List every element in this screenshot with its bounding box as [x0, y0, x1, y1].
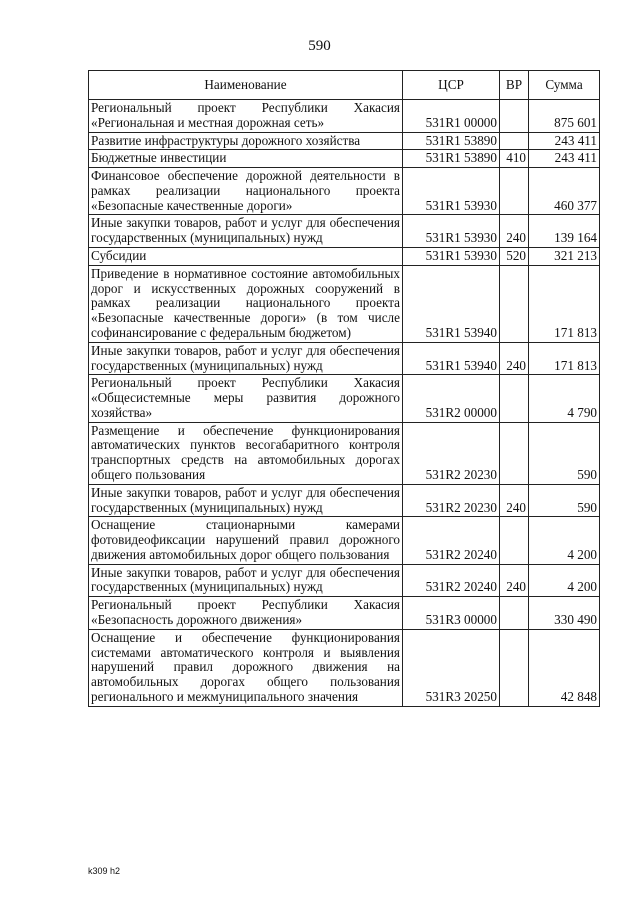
row-csr: 531R2 20230	[403, 422, 500, 484]
table-row	[89, 375, 600, 422]
row-csr: 531R1 00000	[403, 100, 500, 133]
row-name: Финансовое обеспечение дорожной деятельности в рамках реализации национального проекта «Безопасные качественные дороги»	[89, 168, 403, 215]
row-sum: 243 411	[529, 150, 600, 168]
row-vr: 240	[500, 215, 529, 248]
row-csr: 531R1 53940	[403, 265, 500, 342]
row-name: Иные закупки товаров, работ и услуг для обеспечения государственных (муниципальных) нужд	[89, 484, 403, 517]
row-csr: 531R1 53890	[403, 150, 500, 168]
row-vr: 240	[500, 342, 529, 375]
table-row	[89, 168, 600, 215]
row-sum: 4 790	[529, 375, 600, 422]
row-vr: 410	[500, 150, 529, 168]
row-sum: 171 813	[529, 265, 600, 342]
row-sum: 875 601	[529, 100, 600, 133]
row-sum: 460 377	[529, 168, 600, 215]
table-row	[89, 564, 600, 597]
row-sum: 321 213	[529, 248, 600, 266]
row-sum: 330 490	[529, 597, 600, 630]
row-vr: 520	[500, 248, 529, 266]
row-csr: 531R1 53930	[403, 168, 500, 215]
footer-code: k309 h2	[88, 866, 121, 876]
table-row	[89, 422, 600, 484]
table-row	[89, 597, 600, 630]
row-name: Приведение в нормативное состояние автомобильных дорог и искусственных дорожных сооружений в рамках реализации национального проекта «Безопасные качественные дороги» (в том числе софинансирование с федеральным бюджетом)	[89, 265, 403, 342]
row-vr	[500, 375, 529, 422]
row-csr: 531R1 53930	[403, 248, 500, 266]
row-csr: 531R3 00000	[403, 597, 500, 630]
row-csr: 531R2 20240	[403, 517, 500, 564]
row-name: Региональный проект Республики Хакасия «Безопасность дорожного движения»	[89, 597, 403, 630]
row-vr	[500, 132, 529, 150]
row-sum: 243 411	[529, 132, 600, 150]
header-vr: ВР	[500, 71, 529, 100]
table-row	[89, 248, 600, 266]
row-sum: 4 200	[529, 564, 600, 597]
row-vr	[500, 100, 529, 133]
table-row	[89, 484, 600, 517]
budget-table	[88, 70, 600, 707]
row-name: Иные закупки товаров, работ и услуг для обеспечения государственных (муниципальных) нужд	[89, 564, 403, 597]
row-name: Региональный проект Республики Хакасия «Общесистемные меры развития дорожного хозяйства»	[89, 375, 403, 422]
row-sum: 42 848	[529, 629, 600, 706]
row-vr	[500, 265, 529, 342]
row-sum: 590	[529, 422, 600, 484]
row-csr: 531R3 20250	[403, 629, 500, 706]
row-name: Субсидии	[89, 248, 403, 266]
table-row	[89, 342, 600, 375]
row-csr: 531R1 53890	[403, 132, 500, 150]
row-vr	[500, 597, 529, 630]
header-csr: ЦСР	[403, 71, 500, 100]
row-csr: 531R2 20240	[403, 564, 500, 597]
row-vr	[500, 517, 529, 564]
row-sum: 171 813	[529, 342, 600, 375]
table-row	[89, 629, 600, 706]
row-vr: 240	[500, 564, 529, 597]
row-csr: 531R1 53940	[403, 342, 500, 375]
row-name: Размещение и обеспечение функционирования автоматических пунктов весогабаритного контроля транспортных средств на автомобильных дорогах общего пользования	[89, 422, 403, 484]
row-name: Оснащение и обеспечение функционирования системами автоматического контроля и выявления нарушений правил дорожного движения на автомобильных дорогах общего пользования регионального и межмуниципального значения	[89, 629, 403, 706]
page-number: 590	[308, 38, 331, 54]
header-name: Наименование	[89, 71, 403, 100]
row-csr: 531R1 53930	[403, 215, 500, 248]
row-name: Иные закупки товаров, работ и услуг для обеспечения государственных (муниципальных) нужд	[89, 342, 403, 375]
row-name: Бюджетные инвестиции	[89, 150, 403, 168]
row-vr: 240	[500, 484, 529, 517]
row-name: Региональный проект Республики Хакасия «Региональная и местная дорожная сеть»	[89, 100, 403, 133]
row-name: Оснащение стационарными камерами фотовидеофиксации нарушений правил дорожного движения автомобильных дорог общего пользования	[89, 517, 403, 564]
row-csr: 531R2 00000	[403, 375, 500, 422]
row-name: Иные закупки товаров, работ и услуг для обеспечения государственных (муниципальных) нужд	[89, 215, 403, 248]
row-sum: 590	[529, 484, 600, 517]
row-csr: 531R2 20230	[403, 484, 500, 517]
row-vr	[500, 168, 529, 215]
table-row	[89, 265, 600, 342]
row-vr	[500, 422, 529, 484]
table-row	[89, 150, 600, 168]
row-sum: 4 200	[529, 517, 600, 564]
header-sum: Сумма	[529, 71, 600, 100]
table-row	[89, 517, 600, 564]
row-sum: 139 164	[529, 215, 600, 248]
table-row	[89, 132, 600, 150]
table-row	[89, 215, 600, 248]
table-row	[89, 100, 600, 133]
table-header-row	[89, 71, 600, 100]
row-name: Развитие инфраструктуры дорожного хозяйства	[89, 132, 403, 150]
row-vr	[500, 629, 529, 706]
